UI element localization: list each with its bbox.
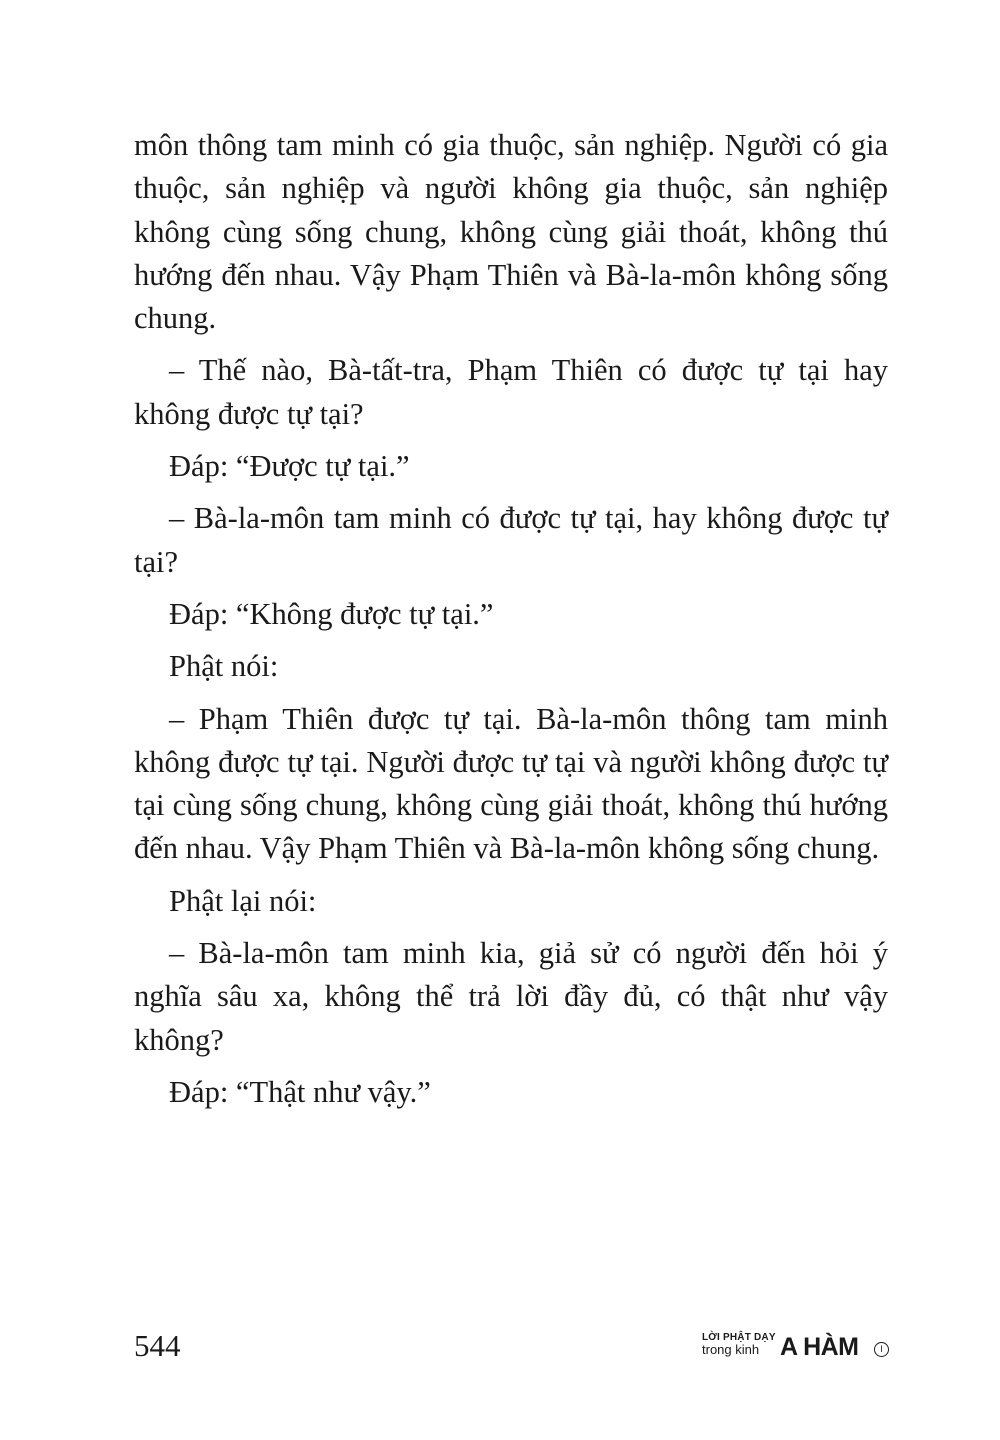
book-title-logo bbox=[702, 1332, 892, 1366]
paragraph-2: – Thế nào, Bà-tất-tra, Phạm Thiên có được tự tại hay không được tự tại? bbox=[134, 353, 888, 431]
paragraph-8: Phật lại nói: bbox=[169, 883, 317, 918]
book-title-line1: LỜI PHẬT DẠY bbox=[702, 1332, 776, 1343]
paragraph-6: Phật nói: bbox=[169, 649, 279, 684]
paragraph-10: Đáp: “Thật như vậy.” bbox=[169, 1074, 431, 1109]
paragraph-3: Đáp: “Được tự tại.” bbox=[169, 449, 410, 484]
page-body-text bbox=[134, 124, 888, 1114]
volume-badge: I bbox=[874, 1342, 889, 1357]
book-title-line2: trong kinh bbox=[702, 1342, 760, 1357]
paragraph-4: – Bà-la-môn tam minh có được tự tại, hay không được tự tại? bbox=[134, 501, 888, 579]
book-title-main: A HÀM bbox=[780, 1333, 859, 1361]
paragraph-1: môn thông tam minh có gia thuộc, sản nghiệp. Người có gia thuộc, sản nghiệp và người không gia thuộc, sản nghiệp không cùng sống chung, không cùng giải thoát, không thú hướng đến nhau. Vậy Phạm Thiên và Bà-la-môn không sống chung. bbox=[134, 128, 888, 336]
paragraph-9: – Bà-la-môn tam minh kia, giả sử có người đến hỏi ý nghĩa sâu xa, không thể trả lời đầy đủ, có thật như vậy không? bbox=[134, 936, 888, 1057]
paragraph-7: – Phạm Thiên được tự tại. Bà-la-môn thông tam minh không được tự tại. Người được tự tại và người không được tự tại cùng sống chung, không cùng giải thoát, không thú hướng đến nhau. Vậy Phạm Thiên và Bà-la-môn không sống chung. bbox=[134, 701, 888, 866]
paragraph-5: Đáp: “Không được tự tại.” bbox=[169, 596, 494, 631]
page-number: 544 bbox=[134, 1328, 181, 1363]
